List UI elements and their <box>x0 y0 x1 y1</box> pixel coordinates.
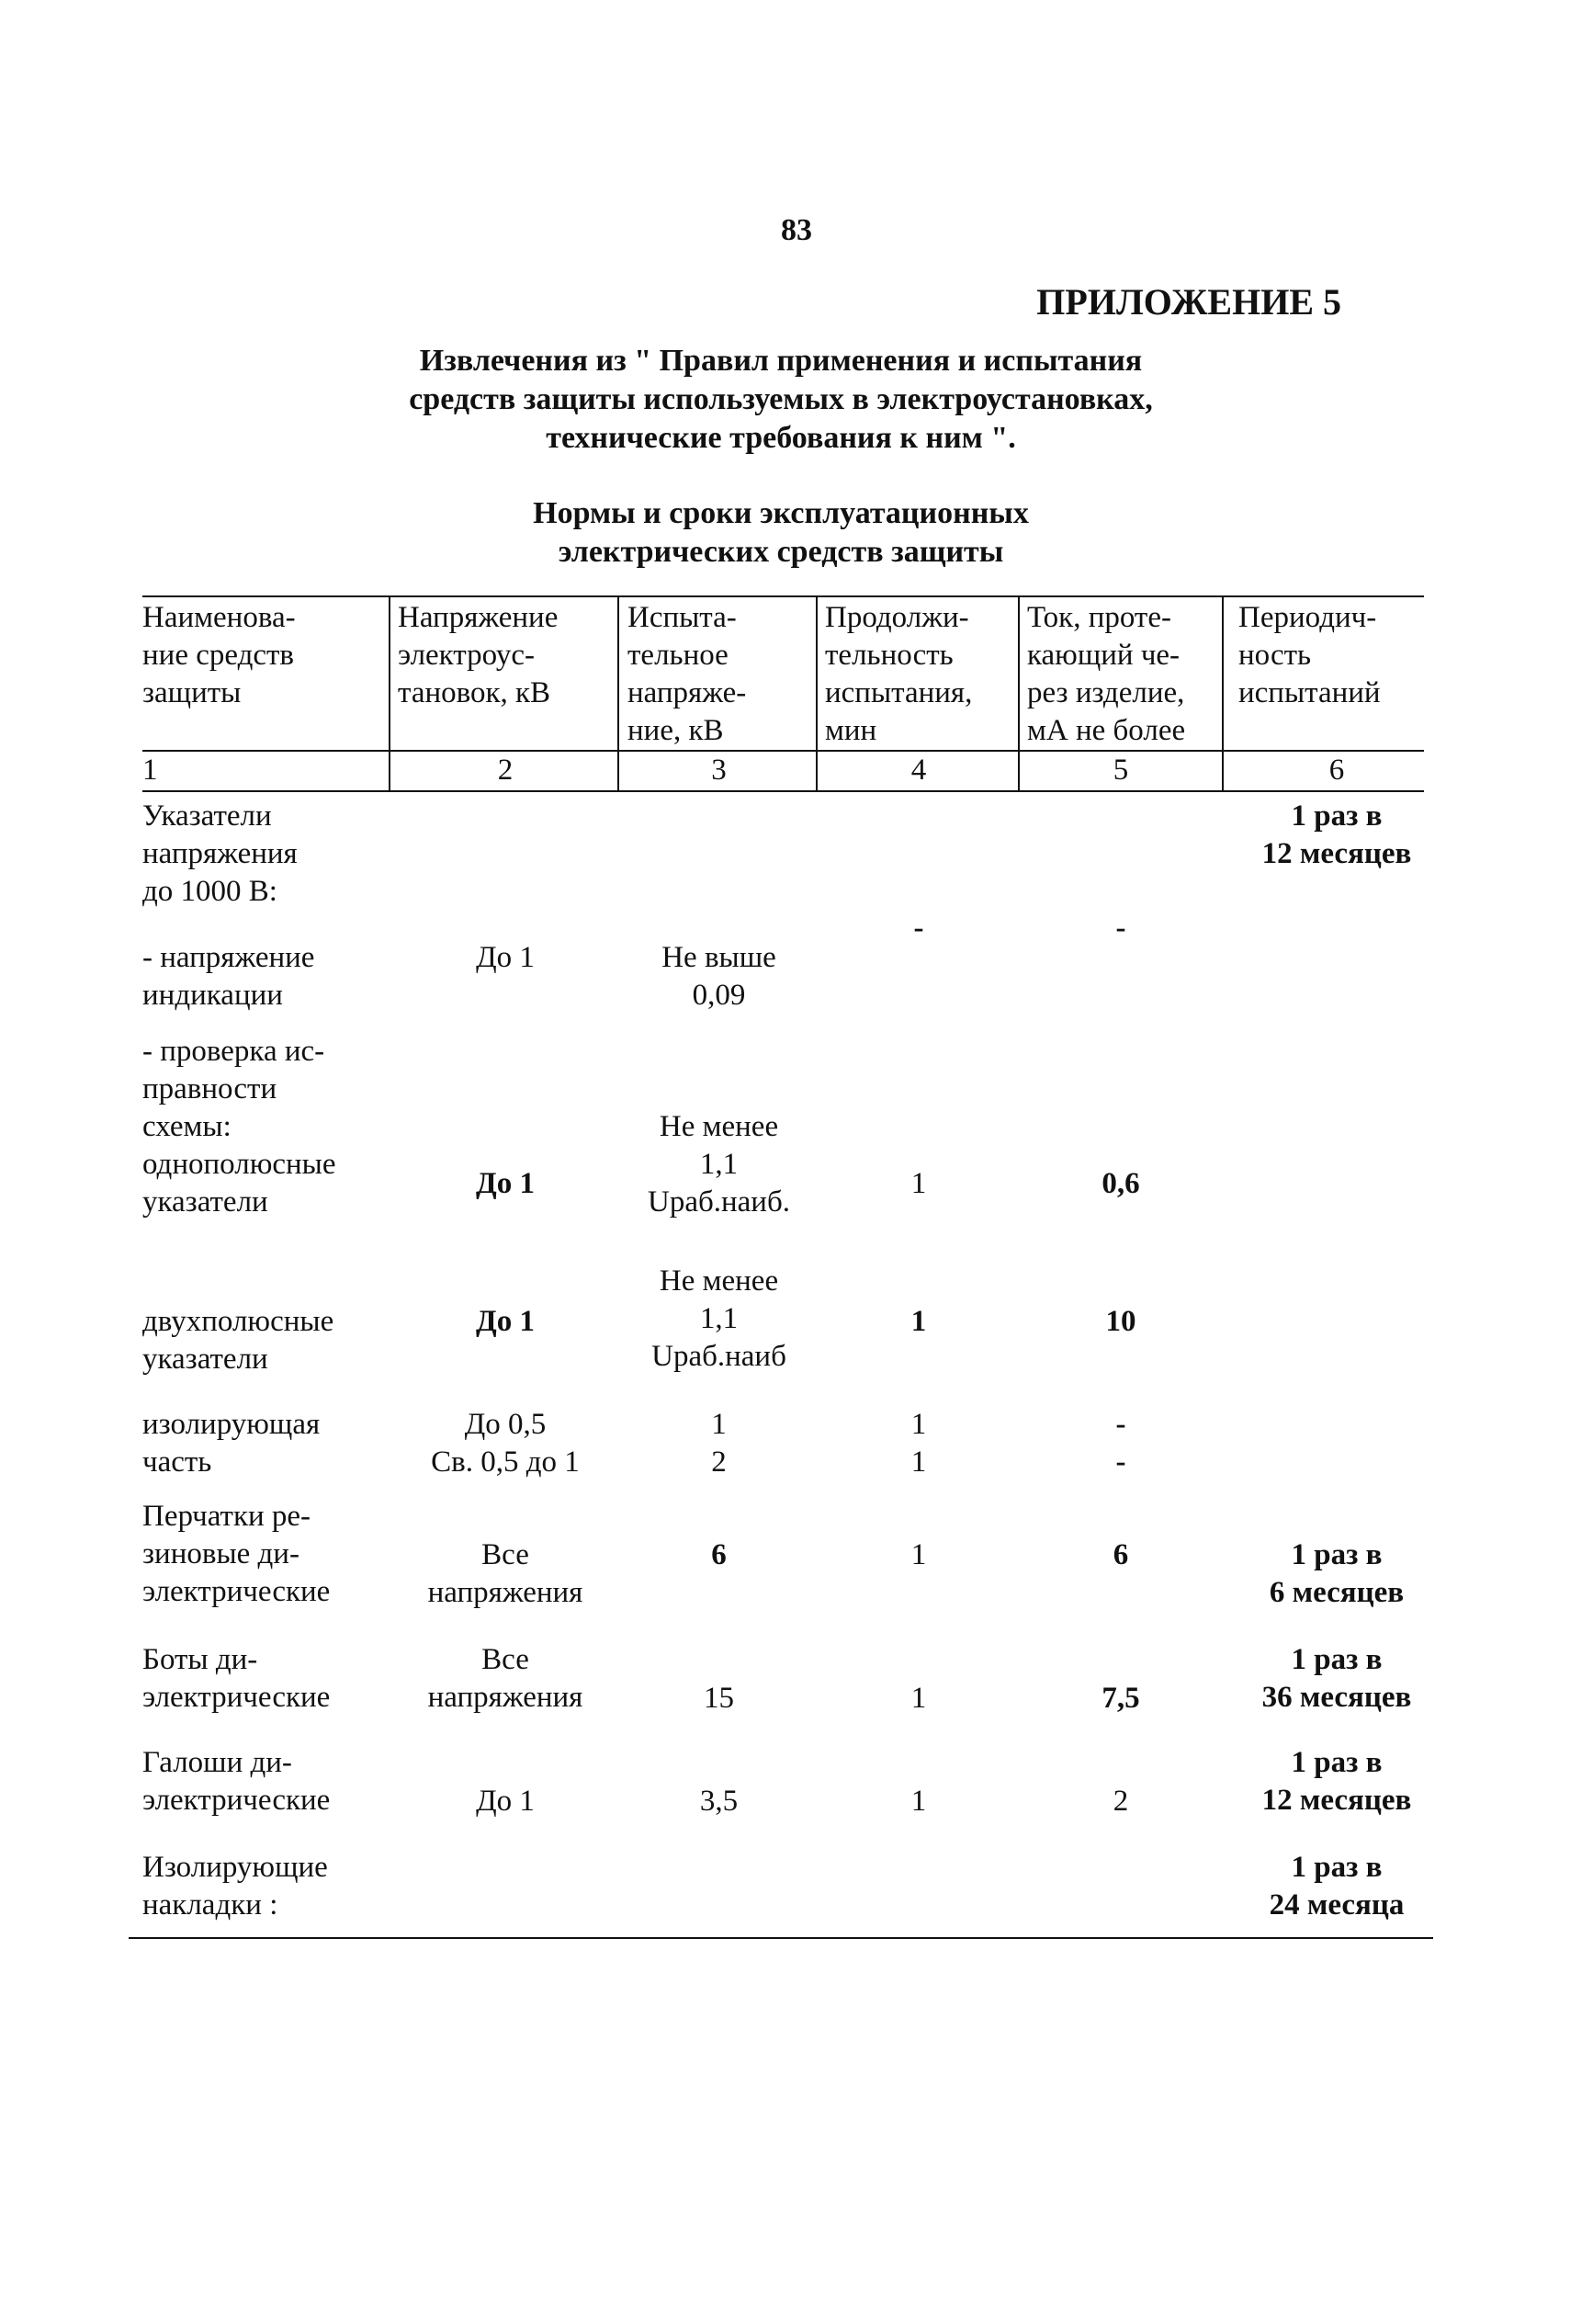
row-period: 1 раз в 6 месяцев <box>1269 1538 1405 1609</box>
table-bottom-rule <box>129 1937 1433 1939</box>
column-number: 1 <box>142 754 158 787</box>
row-period: 1 раз в 36 месяцев <box>1261 1643 1412 1714</box>
column-number: 5 <box>1113 754 1129 787</box>
row-name: - проверка ис- правности схемы: однополюсные указатели <box>142 1035 336 1219</box>
page-number: 83 <box>781 213 812 247</box>
header-current: Ток, проте- кающий че- рез изделие, мА не более <box>1027 601 1186 747</box>
row-name: - напряжение индикации <box>142 941 315 1012</box>
row-duration: 1 <box>910 1785 927 1818</box>
row-name: Боты ди- электрические <box>142 1643 331 1714</box>
row-current: - <box>1115 912 1126 945</box>
row-duration: 1 <box>910 1538 927 1571</box>
row-test-voltage: Не менее 1,1 Uраб.наиб <box>651 1264 786 1373</box>
appendix-title: ПРИЛОЖЕНИЕ 5 <box>1036 281 1341 323</box>
column-divider <box>1222 595 1224 790</box>
row-period: 1 раз в 24 месяца <box>1269 1851 1405 1922</box>
row-voltage: Все напряжения <box>427 1643 583 1714</box>
row-test-voltage: Не выше 0,09 <box>661 941 776 1012</box>
intro-line: средств защиты используемых в электроустановках, <box>409 382 1153 416</box>
row-duration: 1 <box>910 1682 927 1715</box>
header-name: Наименова- ние средств защиты <box>142 601 296 709</box>
row-current: 0,6 <box>1102 1167 1140 1200</box>
intro-line: технические требования к ним ". <box>546 421 1016 455</box>
row-test-voltage: Не менее 1,1 Uраб.наиб. <box>647 1110 791 1219</box>
row-voltage: До 1 <box>476 1167 535 1200</box>
row-name: Изолирующие накладки : <box>142 1851 328 1922</box>
row-duration: 1 <box>910 1305 927 1338</box>
row-name: двухполюсные указатели <box>142 1305 334 1376</box>
row-current: - - <box>1115 1408 1126 1479</box>
table-title-line: электрических средств защиты <box>558 535 1004 569</box>
row-duration: 1 1 <box>910 1408 927 1479</box>
table-title-line: Нормы и сроки эксплуатационных <box>533 496 1029 530</box>
column-number: 4 <box>910 754 927 787</box>
row-current: 2 <box>1113 1785 1129 1818</box>
row-period: 1 раз в 12 месяцев <box>1261 1746 1412 1817</box>
column-number: 6 <box>1328 754 1345 787</box>
row-voltage: Все напряжения <box>427 1538 583 1609</box>
numbers-bottom-rule <box>142 790 1424 792</box>
header-test-voltage: Испыта- тельное напряже- ние, кВ <box>627 601 747 747</box>
row-voltage: До 0,5 Св. 0,5 до 1 <box>431 1408 580 1479</box>
row-name: Указатели напряжения до 1000 В: <box>142 799 298 908</box>
table-top-rule <box>142 595 1424 597</box>
table-title <box>367 494 1194 572</box>
intro-text <box>276 342 1286 458</box>
row-voltage: До 1 <box>476 1785 535 1818</box>
row-name: Перчатки ре- зиновые ди- электрические <box>142 1500 331 1608</box>
row-test-voltage: 1 2 <box>711 1408 727 1479</box>
row-voltage: До 1 <box>476 1305 535 1338</box>
row-duration: - <box>913 912 924 945</box>
column-number: 3 <box>711 754 727 787</box>
row-name: изолирующая часть <box>142 1408 321 1479</box>
row-test-voltage: 6 <box>711 1538 727 1571</box>
intro-line: Извлечения из " Правил применения и испытания <box>419 344 1143 378</box>
row-test-voltage: 15 <box>704 1682 734 1715</box>
row-current: 6 <box>1113 1538 1129 1571</box>
row-name: Галоши ди- электрические <box>142 1746 331 1817</box>
column-number: 2 <box>497 754 514 787</box>
header-duration: Продолжи- тельность испытания, мин <box>825 601 973 747</box>
row-current: 10 <box>1105 1305 1136 1338</box>
header-voltage: Напряжение электроус- тановок, кВ <box>398 601 559 709</box>
row-voltage: До 1 <box>476 941 535 974</box>
header-period: Периодич- ность испытаний <box>1238 601 1381 709</box>
row-duration: 1 <box>910 1167 927 1200</box>
row-test-voltage: 3,5 <box>699 1785 739 1818</box>
row-current: 7,5 <box>1102 1682 1140 1715</box>
row-period: 1 раз в 12 месяцев <box>1261 799 1412 870</box>
